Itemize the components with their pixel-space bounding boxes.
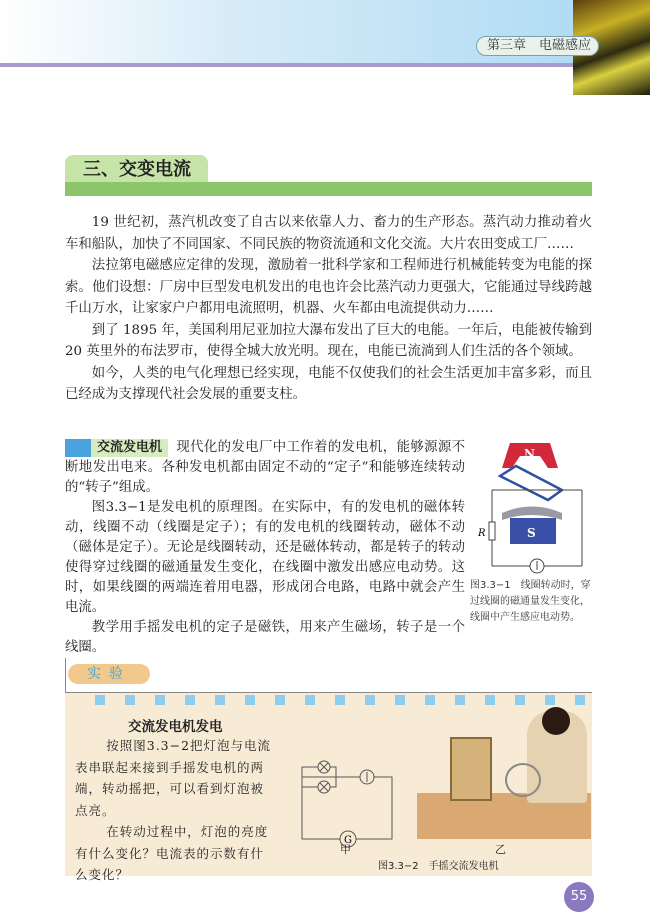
intro-text xyxy=(65,212,592,406)
pole-face xyxy=(502,507,562,521)
magnet-n-label: N xyxy=(524,447,535,461)
page-number: 55 xyxy=(564,882,594,912)
section-title: 三、交变电流 xyxy=(65,155,208,183)
paragraph xyxy=(65,438,465,498)
paragraph: 在转动过程中，灯泡的亮度有什么变化？电流表的示数有什么变化？ xyxy=(75,824,269,882)
paragraph: 如今，人类的电气化理想已经实现，电能不仅使我们的社会生活更加丰富多彩，而且已经成为支撑现代社会发展的重要支柱。 xyxy=(65,365,592,402)
experiment-photo xyxy=(417,707,591,839)
figure-label-b: 乙 xyxy=(495,843,506,856)
paragraph-text: 现代化的发电厂中工作着的发电机，能够源源不断地发出电来。各种发电机都由固定不动的“定子”和能够连续转动的“转子”组成。 xyxy=(65,440,465,495)
section-title-bar xyxy=(65,182,592,196)
experiment-title: 交流发电机发电 xyxy=(128,719,223,735)
paragraph: 19 世纪初，蒸汽机改变了自古以来依靠人力、畜力的生产形态。蒸汽动力推动着火车和船队，加快了不同国家、不同民族的物资流通和文化交流。大片农田变成工厂…… xyxy=(65,215,592,252)
resistor xyxy=(489,522,495,540)
figure-caption: 图3.3−1 线圈转动时，穿过线圈的磁通量发生变化，线圈中产生感应电动势。 xyxy=(470,580,591,623)
decorative-squares xyxy=(95,695,585,705)
experiment-text xyxy=(75,735,275,886)
keyword-tag: 交流发电机 xyxy=(65,439,168,457)
paragraph: 教学用手摇发电机的定子是磁铁，用来产生磁场，转子是一个线圈。 xyxy=(65,620,465,655)
resistor-label: R xyxy=(478,528,486,539)
experiment-badge: 实验 xyxy=(68,664,150,684)
hand-generator xyxy=(505,763,541,797)
chapter-label: 第三章 电磁感应 xyxy=(476,36,599,56)
paragraph: 到了 1895 年，美国利用尼亚加拉大瀑布发出了巨大的电能。一年后，电能被传输到 20 英里外的布法罗市，使得全城大放光明。现在，电能已流淌到人们生活的各个领域。 xyxy=(65,322,592,359)
paragraph: 按照图3.3−2把灯泡与电流表串联起来接到手摇发电机的两端，转动摇把，可以看到灯泡被点亮。 xyxy=(75,738,272,818)
experiment-rule xyxy=(65,658,66,694)
paragraph: 图3.3−1是发电机的原理图。在实际中，有的发电机的磁体转动，线圈不动（线圈是定子）；有的发电机的线圈转动，磁体不动（磁体是定子）。无论是线圈转动，还是磁体转动，都是转子的转动使得穿过线圈的磁通量发生变化，在线圈中激发出感应电动势。这时，如果线圈的两端连着用电器，形成闭合电路，电路中就会产生电流。 xyxy=(65,500,465,615)
generator-text xyxy=(65,438,465,658)
experiment-box xyxy=(65,692,592,882)
generator-diagram xyxy=(470,438,595,578)
figure-caption: 图3.3−2 手摇交流发电机 xyxy=(378,861,499,872)
generator-label: G xyxy=(344,835,352,846)
figure-label-a: 甲 xyxy=(340,843,351,856)
header-rule xyxy=(0,63,650,67)
paragraph: 法拉第电磁感应定律的发现，激励着一批科学家和工程师进行机械能转变为电能的探索。他们设想：厂房中巨型发电机发出的电也许会比蒸汽动力更强大，它能通过导线跨越千山万水，让家家户户都用电流照明，机器、火车都由电流提供动力…… xyxy=(65,258,592,316)
teacher-head xyxy=(542,707,570,735)
coil xyxy=(500,466,562,500)
ammeter-device xyxy=(450,737,492,801)
magnet-s-label: S xyxy=(527,526,536,540)
